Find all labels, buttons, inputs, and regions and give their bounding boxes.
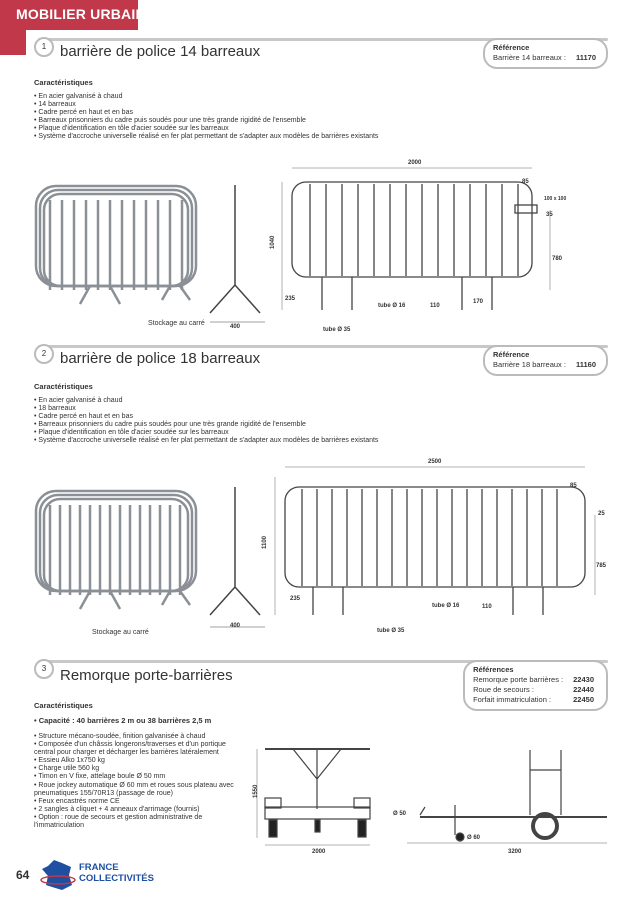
section-number: 2 <box>34 344 54 364</box>
reference-box <box>483 38 608 69</box>
section-header-1 <box>30 38 608 78</box>
product-title: barrière de police 18 barreaux <box>60 350 261 367</box>
feature-item: • Cadre percé en haut et en bas <box>34 109 378 117</box>
capacity-text: Capacité : 40 barrières 2 m ou 38 barrières 2,5 m <box>38 716 212 725</box>
features-list <box>34 93 378 142</box>
dim-label: 35 <box>546 212 553 218</box>
ref-row <box>493 360 596 370</box>
reference-box <box>463 660 608 711</box>
banner-strip <box>0 30 26 55</box>
features-list <box>34 733 239 830</box>
trailer-side-view <box>420 750 607 841</box>
dim-label: 235 <box>290 596 301 602</box>
section-number: 3 <box>34 659 54 679</box>
features-heading: Caractéristiques <box>34 78 93 87</box>
ref-label: Forfait immatriculation : <box>473 695 552 704</box>
dim-label: 1100 <box>262 535 268 549</box>
feature-item: • Barreaux prisonniers du cadre puis soudés pour une très grande rigidité de l'ensemble <box>34 421 378 429</box>
dim-label: 170 <box>473 299 484 305</box>
dim-label: tube Ø 16 <box>432 603 460 609</box>
barrier-14-drawings <box>30 150 610 340</box>
reference-box <box>483 345 608 376</box>
brand-line: FRANCE <box>79 862 119 873</box>
ref-row <box>473 685 594 695</box>
category-banner <box>0 0 146 30</box>
ref-heading: Référence <box>493 43 530 52</box>
stacked-barriers-image <box>36 186 196 304</box>
dim-label: 2000 <box>312 849 326 855</box>
dim-label: 25 <box>598 511 605 517</box>
section-header-3 <box>30 660 608 704</box>
dim-label: 110 <box>482 604 492 610</box>
dim-label: tube Ø 35 <box>323 327 351 333</box>
feature-item: • 14 barreaux <box>34 101 378 109</box>
ref-heading: Références <box>473 665 514 674</box>
ref-code: 22430 <box>573 675 594 684</box>
features-heading: Caractéristiques <box>34 701 93 710</box>
feature-item: • Composée d'un châssis longerons/traverses et d'un portique central pour charger et décharger les barrières latéralement <box>34 741 239 757</box>
dim-label: tube Ø 16 <box>378 303 406 309</box>
capacity-highlight: • Capacité : 40 barrières 2 m ou 38 barrières 2,5 m <box>34 716 212 725</box>
section-number: 1 <box>34 37 54 57</box>
ref-row <box>473 695 594 705</box>
ref-code: 11170 <box>575 53 596 62</box>
feature-item: • Charge utile 560 kg <box>34 765 239 773</box>
feature-item: • Essieu Alko 1x750 kg <box>34 757 239 765</box>
dim-label: 1040 <box>270 235 276 249</box>
feature-item: • Système d'accroche universelle réalisé en fer plat permettant de s'adapter aux modèles de barrières existants <box>34 133 378 141</box>
ref-code: 22450 <box>573 695 594 704</box>
feature-item: • Option : roue de secours et gestion administrative de l'immatriculation <box>34 814 239 830</box>
image-caption: Stockage au carré <box>148 320 205 327</box>
dim-label: 85 <box>522 179 529 185</box>
page-number: 64 <box>16 868 30 882</box>
ref-row <box>493 53 596 63</box>
feature-item: • Plaque d'identification en tôle d'acier soudée sur les barreaux <box>34 125 378 133</box>
features-list <box>34 397 378 446</box>
stacked-barriers-image <box>36 491 196 609</box>
image-caption: Stockage au carré <box>92 629 149 636</box>
feature-item: • Cadre percé en haut et en bas <box>34 413 378 421</box>
side-view <box>210 487 265 627</box>
ref-row <box>473 675 594 685</box>
ref-label: Barrière 18 barreaux : <box>493 360 566 369</box>
ref-label: Remorque porte barrières : <box>473 675 564 684</box>
dim-label: 2000 <box>408 160 422 166</box>
features-heading: Caractéristiques <box>34 382 93 391</box>
brand-logo-text <box>79 862 154 884</box>
dim-label: 3200 <box>508 849 522 855</box>
dim-label: Ø 60 <box>467 835 481 841</box>
dim-label: 235 <box>285 296 296 302</box>
front-view-drawing <box>285 487 585 615</box>
dim-label: 785 <box>596 563 607 569</box>
feature-item: • Feux encastrés norme CE <box>34 798 239 806</box>
section-header-2 <box>30 345 608 385</box>
feature-item: • Timon en V fixe, attelage boule Ø 50 mm <box>34 773 239 781</box>
dim-label: tube Ø 35 <box>377 628 405 634</box>
product-title: barrière de police 14 barreaux <box>60 43 261 60</box>
feature-item: • Structure mécano-soudée, finition galvanisée à chaud <box>34 733 239 741</box>
ref-label: Barrière 14 barreaux : <box>493 53 566 62</box>
dim-label: 100 x 100 <box>544 196 567 202</box>
barrier-18-drawings <box>30 455 610 640</box>
dim-label: 400 <box>230 324 241 330</box>
ref-label: Roue de secours : <box>473 685 534 694</box>
feature-item: • En acier galvanisé à chaud <box>34 93 378 101</box>
feature-item: • Barreaux prisonniers du cadre puis soudés pour une très grande rigidité de l'ensemble <box>34 117 378 125</box>
dim-label: 85 <box>570 483 577 489</box>
feature-item: • 18 barreaux <box>34 405 378 413</box>
dim-label: 110 <box>430 303 440 309</box>
trailer-front-view <box>265 749 370 837</box>
side-view <box>210 185 265 322</box>
feature-item: • Plaque d'identification en tôle d'acier soudée sur les barreaux <box>34 429 378 437</box>
dim-label: Ø 50 <box>393 811 407 817</box>
dim-label: 780 <box>552 256 563 262</box>
feature-item: • Roue jockey automatique Ø 60 mm et roues sous plateau avec pneumatiques 155/70R13 (passage de roue) <box>34 782 239 798</box>
front-view-drawing <box>292 182 537 310</box>
ref-code: 11160 <box>575 360 596 369</box>
feature-item: • 2 sangles à cliquet + 4 anneaux d'arrimage (fournis) <box>34 806 239 814</box>
dim-label: 400 <box>230 623 241 629</box>
product-title: Remorque porte-barrières <box>60 667 233 684</box>
dim-label: 2500 <box>428 459 442 465</box>
ref-heading: Référence <box>493 350 530 359</box>
ref-code: 22440 <box>573 685 594 694</box>
feature-item: • En acier galvanisé à chaud <box>34 397 378 405</box>
brand-line: COLLECTIVITÉS <box>79 873 154 884</box>
category-title: MOBILIER URBAIN <box>16 6 146 22</box>
feature-item: • Système d'accroche universelle réalisé en fer plat permettant de s'adapter aux modèles de barrières existants <box>34 437 378 445</box>
dim-label: 1550 <box>253 784 259 798</box>
trailer-drawings <box>245 740 625 860</box>
france-map-logo-icon <box>40 858 78 892</box>
